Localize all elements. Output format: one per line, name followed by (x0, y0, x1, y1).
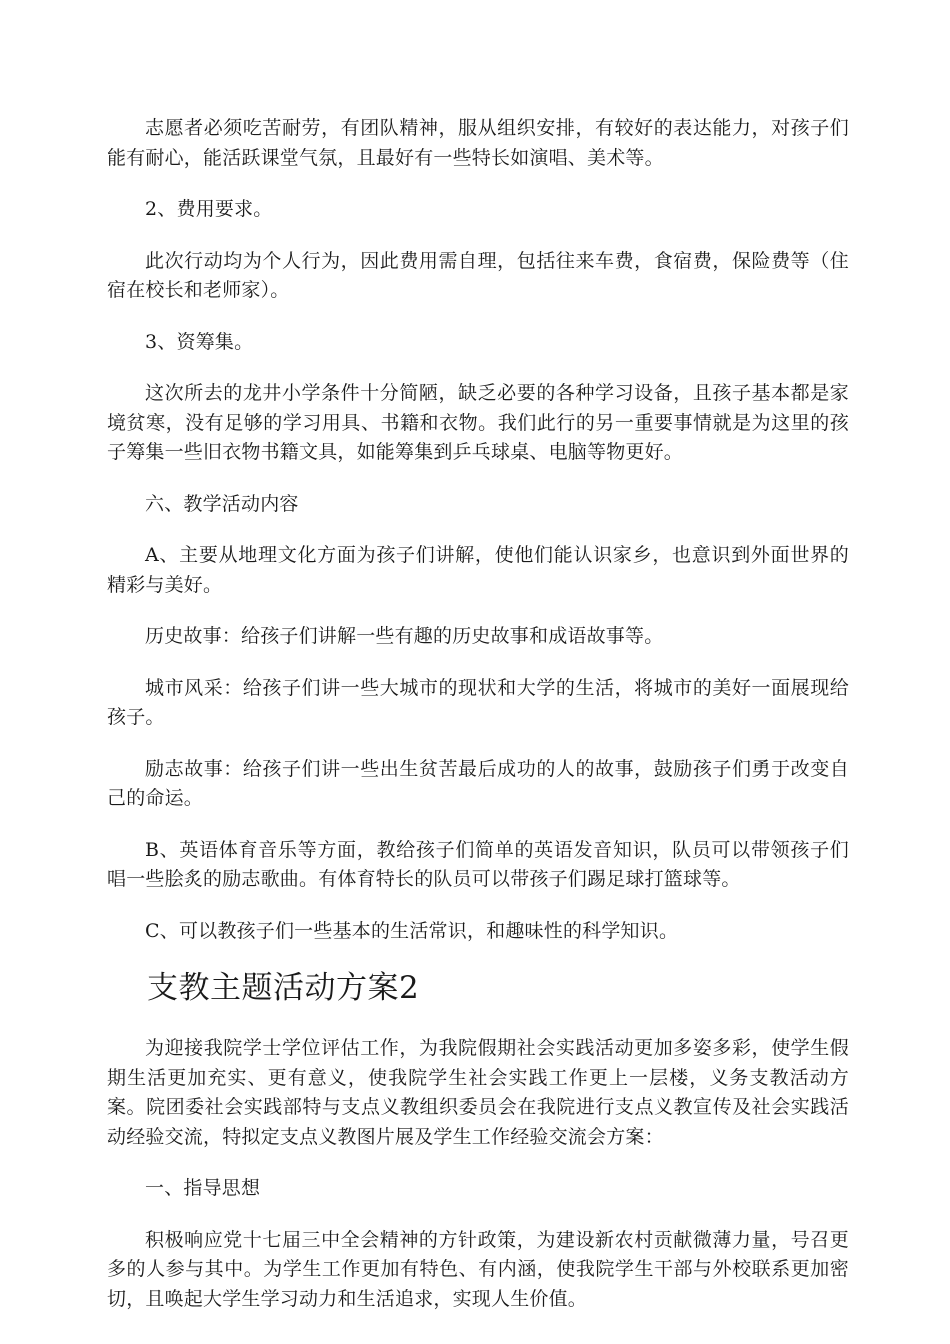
paragraph-city-style: 城市风采：给孩子们讲一些大城市的现状和大学的生活，将城市的美好一面展现给孩子。 (107, 676, 849, 728)
paragraph-volunteer-requirements: 志愿者必须吃苦耐劳，有团队精神，服从组织安排，有较好的表达能力，对孩子们能有耐心，能活跃课堂气氛，且最好有一些特长如演唱、美术等。 (107, 117, 849, 169)
paragraph-fundraising-details: 这次所去的龙井小学条件十分简陋，缺乏必要的各种学习设备，且孩子基本都是家境贫寒，没有足够的学习用具、书籍和衣物。我们此行的另一重要事情就是为这里的孩子筹集一些旧衣物书籍文具，如能筹集到乒乓球桌、电脑等物更好。 (107, 382, 849, 463)
document-body (107, 114, 849, 1336)
paragraph-cost-heading: 2、费用要求。 (145, 198, 273, 220)
paragraph-cost-details: 此次行动均为个人行为，因此费用需自理，包括往来车费，食宿费，保险费等（住宿在校长和老师家）。 (107, 249, 849, 301)
paragraph-inspirational-stories: 励志故事：给孩子们讲一些出生贫苦最后成功的人的故事，鼓励孩子们勇于改变自己的命运。 (107, 757, 849, 809)
paragraph-life-science-knowledge: C、可以教孩子们一些基本的生活常识，和趣味性的科学知识。 (145, 919, 679, 942)
paragraph-teaching-content-heading: 六、教学活动内容 (145, 492, 299, 515)
paragraph-plan-introduction: 为迎接我院学士学位评估工作，为我院假期社会实践活动更加多姿多彩，使学生假期生活更加充实、更有意义，使我院学生社会实践工作更上一层楼，义务支教活动方案。院团委社会实践部特与支点义教组织委员会在我院进行支点义教宣传及社会实践活动经验交流，特拟定支点义教图片展及学生工作经验交流会方案： (107, 1037, 849, 1148)
section-title: 支教主题活动方案2 (147, 970, 420, 1006)
paragraph-fundraising-heading: 3、资筹集。 (145, 330, 254, 353)
paragraph-english-sports-music: B、英语体育音乐等方面，教给孩子们简单的英语发音知识，队员可以带领孩子们唱一些脍炙的励志歌曲。有体育特长的队员可以带孩子们踢足球打篮球等。 (107, 838, 849, 890)
paragraph-geography-culture: A、主要从地理文化方面为孩子们讲解，使他们能认识家乡，也意识到外面世界的精彩与美好。 (107, 544, 849, 596)
paragraph-history-stories: 历史故事：给孩子们讲解一些有趣的历史故事和成语故事等。 (145, 625, 664, 647)
paragraph-guiding-ideology-heading: 一、指导思想 (145, 1177, 261, 1199)
paragraph-guiding-ideology-details: 积极响应党十七届三中全会精神的方针政策，为建设新农村贡献微薄力量，号召更多的人参与其中。为学生工作更加有特色、有内涵，使我院学生干部与外校联系更加密切，且唤起大学生学习动力和生活追求，实现人生价值。 (107, 1228, 849, 1310)
